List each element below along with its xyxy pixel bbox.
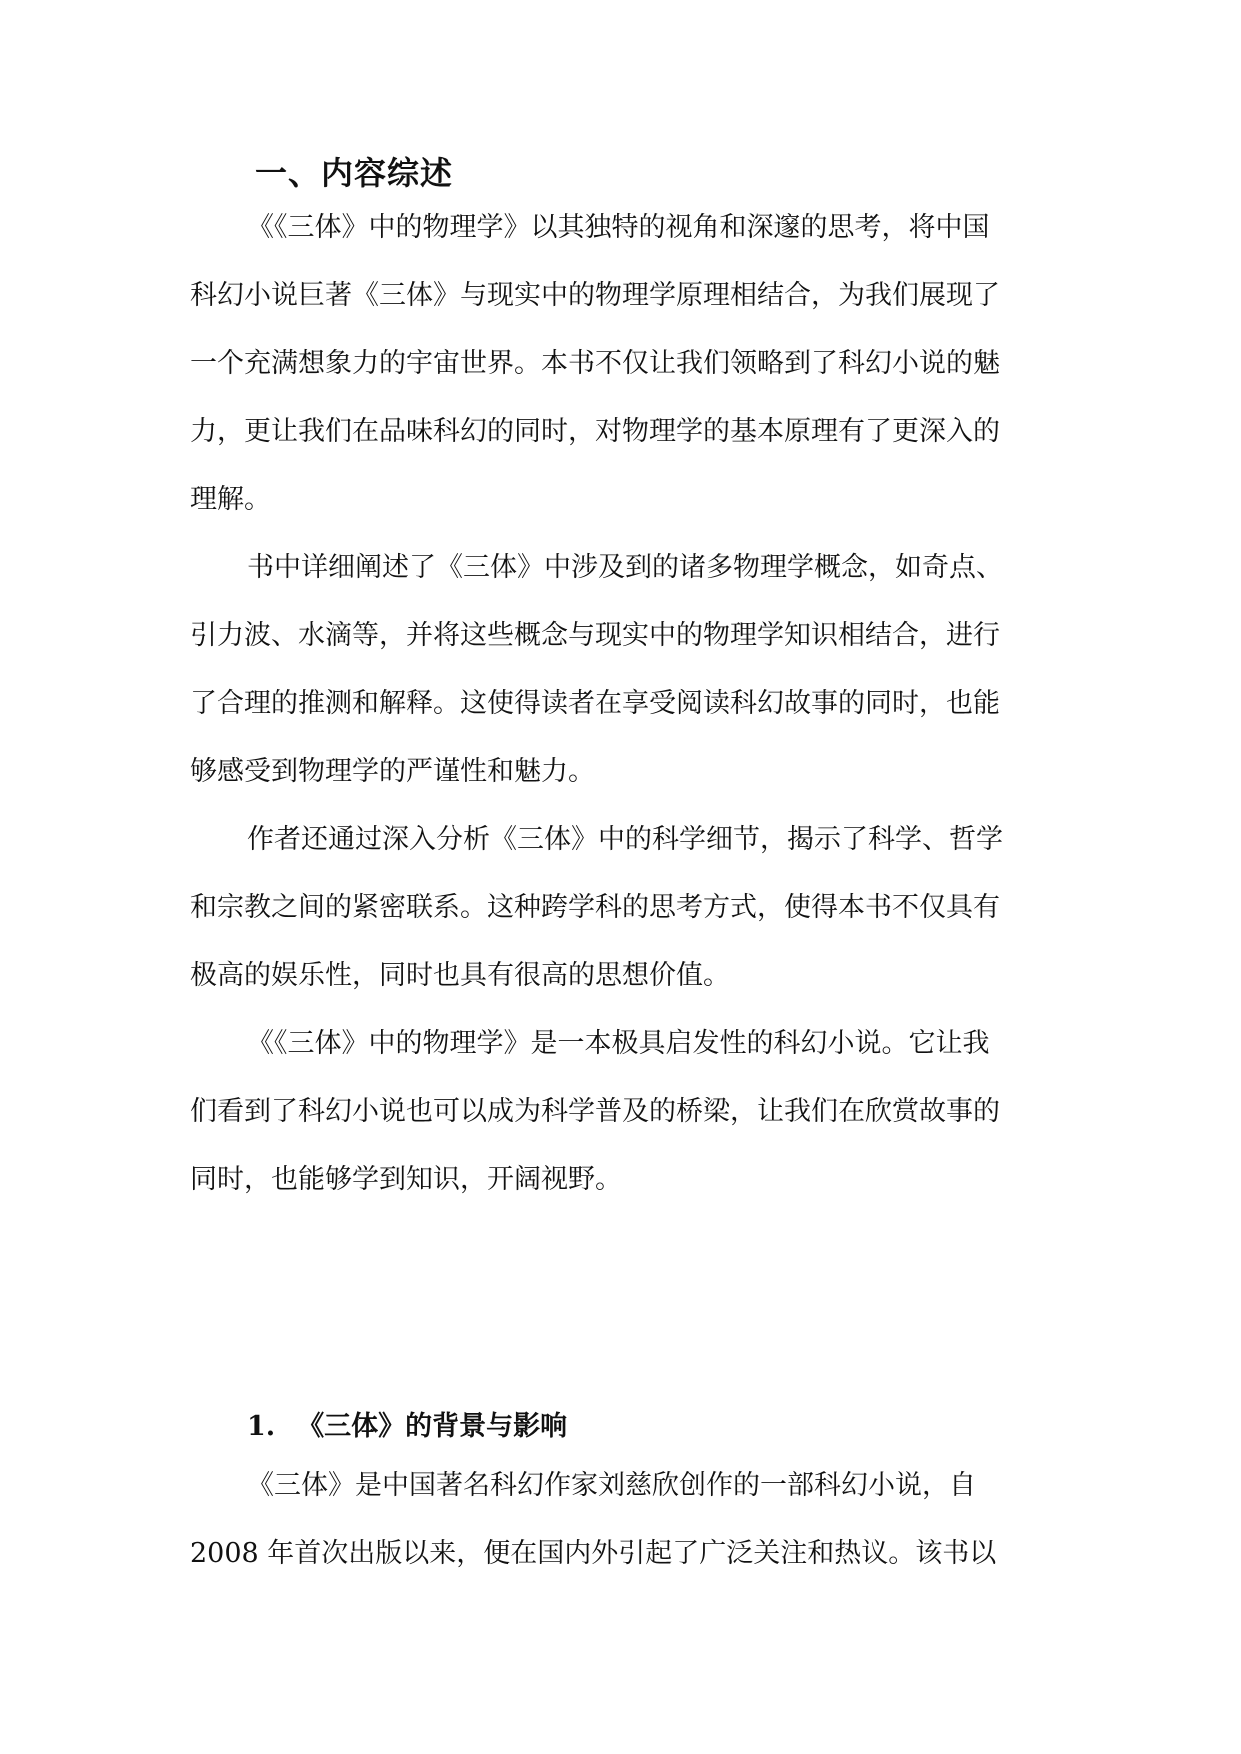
subsection-paragraph-line-2: 2008 年首次出版以来，便在国内外引起了广泛关注和热议。该书以 — [190, 1538, 997, 1569]
paragraph-1-line-5: 理解。 — [190, 484, 271, 515]
paragraph-3-line-2: 和宗教之间的紧密联系。这种跨学科的思考方式，使得本书不仅具有 — [190, 892, 1000, 923]
subsection-number: 1. — [247, 1411, 276, 1442]
paragraph-1-line-2: 科幻小说巨著《三体》与现实中的物理学原理相结合，为我们展现了 — [190, 280, 1000, 311]
paragraph-4-line-1: 《《三体》中的物理学》是一本极具启发性的科幻小说。它让我 — [247, 1028, 990, 1059]
paragraph-1-line-4: 力，更让我们在品味科幻的同时，对物理学的基本原理有了更深入的 — [190, 416, 1000, 447]
paragraph-4-line-2: 们看到了科幻小说也可以成为科学普及的桥梁，让我们在欣赏故事的 — [190, 1096, 1000, 1127]
paragraph-2-line-1: 书中详细阐述了《三体》中涉及到的诸多物理学概念，如奇点、 — [247, 552, 1003, 583]
paragraph-1-line-3: 一个充满想象力的宇宙世界。本书不仅让我们领略到了科幻小说的魅 — [190, 348, 1000, 379]
subsection-heading — [247, 1404, 567, 1443]
paragraph-3-line-1: 作者还通过深入分析《三体》中的科学细节，揭示了科学、哲学 — [247, 824, 1003, 855]
subsection-paragraph-line-1: 《三体》是中国著名科幻作家刘慈欣创作的一部科幻小说，自 — [247, 1470, 976, 1501]
paragraph-1-line-1: 《《三体》中的物理学》以其独特的视角和深邃的思考，将中国 — [247, 212, 990, 243]
paragraph-3-line-3: 极高的娱乐性，同时也具有很高的思想价值。 — [190, 960, 730, 991]
subsection-title: 《三体》的背景与影响 — [297, 1411, 568, 1442]
paragraph-2-line-2: 引力波、水滴等，并将这些概念与现实中的物理学知识相结合，进行 — [190, 620, 1000, 651]
paragraph-4-line-3: 同时，也能够学到知识，开阔视野。 — [190, 1164, 622, 1195]
section-heading: 一、内容综述 — [255, 154, 454, 192]
paragraph-2-line-3: 了合理的推测和解释。这使得读者在享受阅读科幻故事的同时，也能 — [190, 688, 1000, 719]
paragraph-2-line-4: 够感受到物理学的严谨性和魅力。 — [190, 756, 595, 787]
